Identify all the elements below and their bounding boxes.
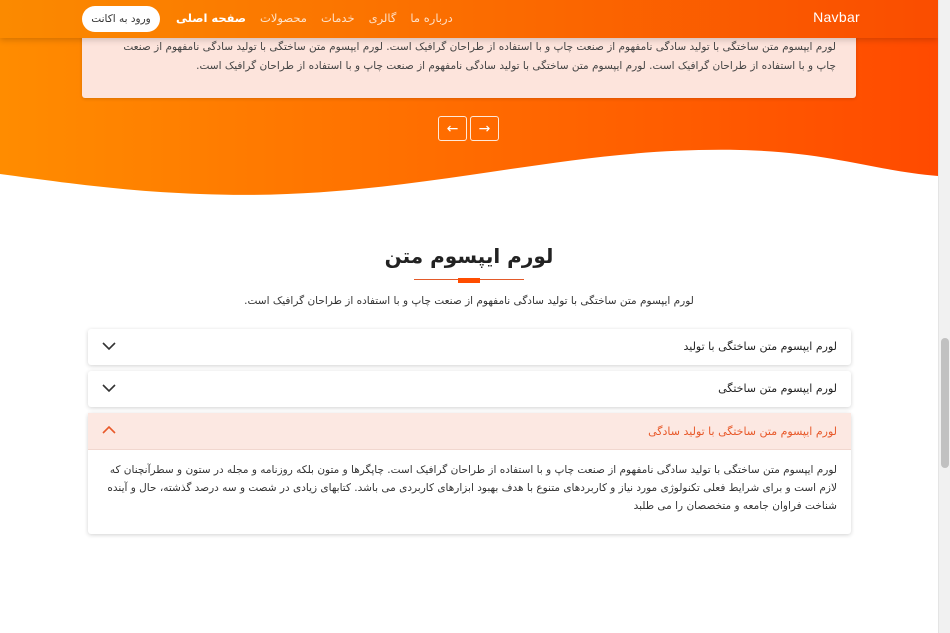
accordion-title: لورم ایپسوم متن ساختگی با تولید سادگی xyxy=(648,425,837,438)
chevron-down-icon xyxy=(102,341,116,351)
nav-link-about[interactable]: درباره ما xyxy=(410,11,453,25)
accordion-item xyxy=(88,371,851,407)
page-scrollbar[interactable] xyxy=(938,0,950,633)
accordion-item xyxy=(88,329,851,365)
nav-link-gallery[interactable]: گالری xyxy=(368,11,397,25)
title-underline-accent xyxy=(458,278,480,283)
carousel-card-text: لورم ایپسوم متن ساختگی با تولید سادگی نامفهوم از صنعت چاپ و با استفاده از طراحان گرافیک است. لورم ایپسوم متن ساختگی با تولید سادگی نامفهوم از صنعت چاپ و با استفاده از طراحان گرافیک است. لورم ایپسوم متن ساختگی با تولید سادگی نامفهوم از صنعت چاپ و با استفاده از طراحان گرافیک است. xyxy=(123,41,836,72)
accordion-body-text: لورم ایپسوم متن ساختگی با تولید سادگی نامفهوم از صنعت چاپ و با استفاده از طراحان گرافیک است. چاپگرها و متون بلکه روزنامه و مجله در ستون و سطرآنچنان که لازم است و برای شرایط فعلی تکنولوژی مورد نیاز و کاربردهای متنوع با هدف بهبود ابزارهای کاربردی می باشد. کتابهای زیادی در شصت و سه درصد گذشته، حال و آینده شناخت فراوان جامعه و متخصصان را می طلبد xyxy=(107,464,837,512)
section-subtitle: لورم ایپسوم متن ساختگی با تولید سادگی نامفهوم از صنعت چاپ و با استفاده از طراحان گرافیک است. xyxy=(244,295,694,307)
accordion-title: لورم ایپسوم متن ساختگی xyxy=(718,382,837,395)
accordion-title: لورم ایپسوم متن ساختگی با تولید xyxy=(683,340,837,353)
chevron-down-icon xyxy=(102,383,116,393)
login-button[interactable]: ورود به اکانت xyxy=(82,6,160,32)
navbar xyxy=(0,0,938,38)
nav-link-home[interactable]: صفحه اصلی xyxy=(176,11,247,25)
chevron-up-icon xyxy=(102,425,116,435)
nav-links xyxy=(176,11,453,25)
carousel-controls xyxy=(438,116,499,141)
nav-link-products[interactable]: محصولات xyxy=(260,11,307,25)
accordion-header[interactable] xyxy=(88,329,851,365)
accordion-header[interactable] xyxy=(88,413,851,450)
section-title: لورم ایپسوم متن xyxy=(384,244,554,268)
carousel-prev-button[interactable]: ← xyxy=(438,116,467,141)
navbar-brand[interactable]: Navbar xyxy=(813,9,860,25)
carousel-next-button[interactable]: → xyxy=(470,116,499,141)
nav-link-services[interactable]: خدمات xyxy=(320,11,355,25)
accordion-body xyxy=(88,450,851,534)
accordion-header[interactable] xyxy=(88,371,851,407)
scrollbar-thumb[interactable] xyxy=(941,338,949,468)
accordion-item-open xyxy=(88,413,851,534)
